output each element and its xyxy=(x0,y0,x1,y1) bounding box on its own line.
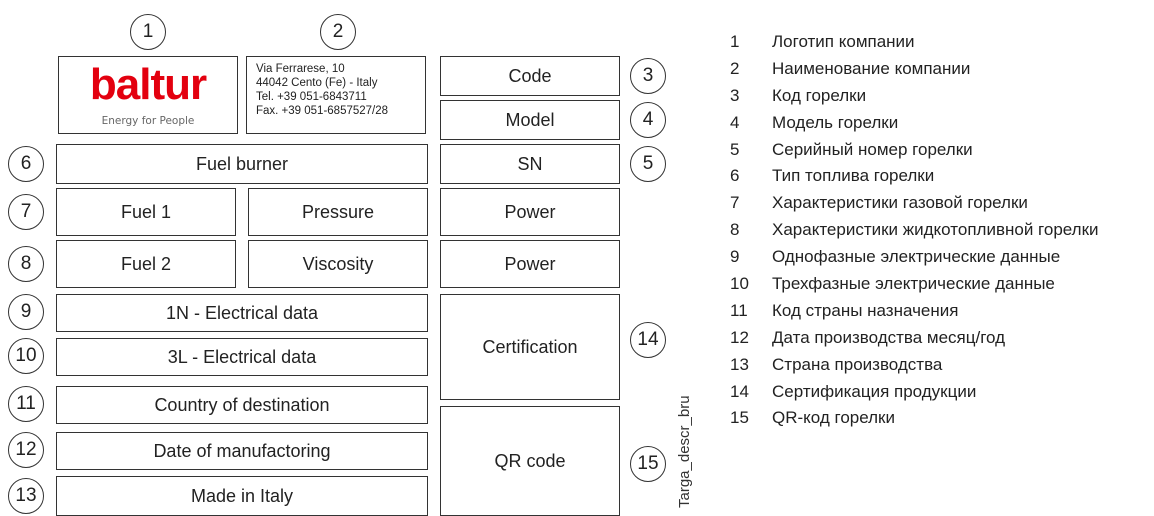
field-electrical-3l: 3L - Electrical data xyxy=(56,338,428,376)
callout-11: 11 xyxy=(8,386,44,422)
field-fuel-1: Fuel 1 xyxy=(56,188,236,236)
callout-7: 7 xyxy=(8,194,44,230)
callout-14: 14 xyxy=(630,322,666,358)
legend-number: 4 xyxy=(730,112,740,132)
legend-text: Трехфазные электрические данные xyxy=(772,274,1055,294)
legend-text: Характеристики жидкотопливной горелки xyxy=(772,220,1099,240)
callout-2: 2 xyxy=(320,14,356,50)
field-power-2: Power xyxy=(440,240,620,288)
company-address xyxy=(256,62,388,118)
callout-13: 13 xyxy=(8,478,44,514)
legend-number: 13 xyxy=(730,354,749,374)
legend-text: Однофазные электрические данные xyxy=(772,247,1061,267)
vertical-file-label: Targa_descr_bru xyxy=(676,395,693,508)
legend-number: 8 xyxy=(730,220,740,240)
legend-text: Модель горелки xyxy=(772,112,899,132)
callout-15: 15 xyxy=(630,446,666,482)
field-certification: Certification xyxy=(440,294,620,400)
field-power-1: Power xyxy=(440,188,620,236)
field-date-of-manufacturing: Date of manufactoring xyxy=(56,432,428,470)
legend-number: 5 xyxy=(730,139,740,159)
legend-text: Наименование компании xyxy=(772,58,971,78)
field-country-of-destination: Country of destination xyxy=(56,386,428,424)
callout-5: 5 xyxy=(630,146,666,182)
callout-8: 8 xyxy=(8,246,44,282)
legend-number: 7 xyxy=(730,193,740,213)
address-line-3: Tel. +39 051-6843711 xyxy=(256,91,367,103)
legend-text: Код горелки xyxy=(772,85,867,105)
callout-9: 9 xyxy=(8,294,44,330)
legend-number: 10 xyxy=(730,274,749,294)
field-fuel-burner: Fuel burner xyxy=(56,144,428,184)
logo-tagline: Energy for People xyxy=(101,115,195,127)
field-qr-code: QR code xyxy=(440,406,620,516)
address-line-1: Via Ferrarese, 10 xyxy=(256,63,345,75)
legend-text: Код страны назначения xyxy=(772,300,959,320)
field-viscosity: Viscosity xyxy=(248,240,428,288)
legend-text: Тип топлива горелки xyxy=(772,166,935,186)
legend-number: 6 xyxy=(730,166,740,186)
legend-text: Дата производства месяц/год xyxy=(772,327,1006,347)
field-fuel-2: Fuel 2 xyxy=(56,240,236,288)
legend-number: 2 xyxy=(730,58,740,78)
legend-text: QR-код горелки xyxy=(772,408,895,428)
callout-1: 1 xyxy=(130,14,166,50)
callout-12: 12 xyxy=(8,432,44,468)
field-made-in: Made in Italy xyxy=(56,476,428,516)
legend-number: 12 xyxy=(730,327,749,347)
legend-text: Сертификация продукции xyxy=(772,381,977,401)
field-code: Code xyxy=(440,56,620,96)
field-model: Model xyxy=(440,100,620,140)
address-line-4: Fax. +39 051-6857527/28 xyxy=(256,105,389,117)
callout-4: 4 xyxy=(630,102,666,138)
callout-10: 10 xyxy=(8,338,44,374)
legend-number: 11 xyxy=(730,300,748,320)
legend-number: 1 xyxy=(730,32,740,51)
callout-6: 6 xyxy=(8,146,44,182)
address-line-2: 44042 Cento (Fe) - Italy xyxy=(256,77,378,89)
legend-text: Характеристики газовой горелки xyxy=(772,193,1028,213)
legend-number: 9 xyxy=(730,247,740,267)
field-electrical-1n: 1N - Electrical data xyxy=(56,294,428,332)
field-serial-number: SN xyxy=(440,144,620,184)
legend-number: 3 xyxy=(730,85,740,105)
legend-text: Страна производства xyxy=(772,354,943,374)
legend-text: Серийный номер горелки xyxy=(772,139,973,159)
logo-wordmark: baltur xyxy=(89,60,207,109)
callout-3: 3 xyxy=(630,58,666,94)
company-logo xyxy=(58,56,238,134)
legend-number: 15 xyxy=(730,408,749,428)
legend-text: Логотип компании xyxy=(772,32,915,51)
field-pressure: Pressure xyxy=(248,188,428,236)
legend-number: 14 xyxy=(730,381,749,401)
